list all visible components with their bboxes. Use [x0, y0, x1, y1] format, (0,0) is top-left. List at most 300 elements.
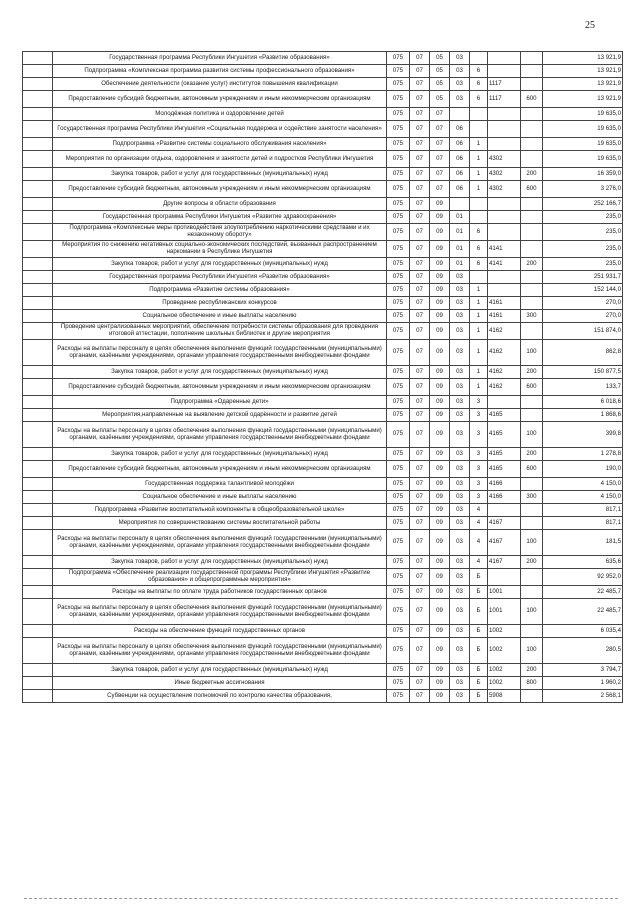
- row-target-article-cell: [488, 271, 521, 284]
- row-program-cell: 06: [450, 151, 470, 168]
- row-subprogram-cell: 4: [470, 504, 488, 517]
- row-expense-type-cell: [521, 478, 543, 491]
- table-row: [23, 310, 623, 323]
- row-subprogram-cell: 6: [470, 78, 488, 91]
- row-program-cell: 03: [450, 78, 470, 91]
- row-margin-cell: [23, 690, 53, 703]
- row-ved-cell: 075: [387, 664, 410, 677]
- row-margin-cell: [23, 638, 53, 664]
- row-subsection-cell: 07: [430, 108, 450, 121]
- row-section-cell: 07: [410, 422, 430, 448]
- row-program-cell: 03: [450, 65, 470, 78]
- row-program-cell: 03: [450, 448, 470, 461]
- row-amount-cell: 270,0: [543, 310, 623, 323]
- table-row: [23, 168, 623, 181]
- row-ved-cell: 075: [387, 366, 410, 379]
- row-program-cell: 03: [450, 409, 470, 422]
- row-amount-cell: 6 035,4: [543, 625, 623, 638]
- row-subprogram-cell: 6: [470, 224, 488, 241]
- row-program-cell: 03: [450, 422, 470, 448]
- row-amount-cell: 190,0: [543, 461, 623, 478]
- row-name-cell: Закупка товаров, работ и услуг для государственных (муниципальных) нужд: [53, 366, 387, 379]
- row-name-cell: Мероприятия по совершенствованию системы воспитательной работы: [53, 517, 387, 530]
- row-target-article-cell: [488, 121, 521, 138]
- row-amount-cell: 3 794,7: [543, 664, 623, 677]
- row-program-cell: 03: [450, 530, 470, 556]
- row-subprogram-cell: Б: [470, 586, 488, 599]
- table-row: [23, 461, 623, 478]
- row-target-article-cell: 4141: [488, 258, 521, 271]
- row-name-cell: Предоставление субсидий бюджетным, автономным учреждениям и иным некоммерческим организациям: [53, 181, 387, 198]
- row-expense-type-cell: [521, 504, 543, 517]
- row-program-cell: 01: [450, 224, 470, 241]
- row-target-article-cell: 4165: [488, 422, 521, 448]
- row-name-cell: Другие вопросы в области образования: [53, 198, 387, 211]
- row-target-article-cell: 4302: [488, 151, 521, 168]
- row-margin-cell: [23, 556, 53, 569]
- row-expense-type-cell: [521, 569, 543, 586]
- row-ved-cell: 075: [387, 422, 410, 448]
- row-target-article-cell: 4165: [488, 448, 521, 461]
- row-expense-type-cell: 200: [521, 448, 543, 461]
- row-name-cell: Государственная программа Республики Ингушетия «Развитие образования»: [53, 52, 387, 65]
- row-name-cell: Расходы на обеспечение функций государственных органов: [53, 625, 387, 638]
- row-program-cell: 03: [450, 556, 470, 569]
- row-program-cell: 03: [450, 340, 470, 366]
- row-name-cell: Государственная программа Республики Ингушетия «Развитие образования»: [53, 271, 387, 284]
- row-name-cell: Расходы на выплаты персоналу в целях обеспечения выполнения функций государственными (муниципальными) органами, казёнными учреждениями, органами управления государственными внебюджетными фондами: [53, 530, 387, 556]
- row-margin-cell: [23, 198, 53, 211]
- row-expense-type-cell: [521, 138, 543, 151]
- row-amount-cell: 2 568,1: [543, 690, 623, 703]
- row-amount-cell: 13 921,9: [543, 52, 623, 65]
- row-program-cell: 03: [450, 379, 470, 396]
- row-target-article-cell: [488, 52, 521, 65]
- row-subsection-cell: 07: [430, 151, 450, 168]
- row-target-article-cell: 1001: [488, 599, 521, 625]
- table-row: [23, 65, 623, 78]
- row-expense-type-cell: [521, 586, 543, 599]
- row-subsection-cell: 09: [430, 323, 450, 340]
- row-subprogram-cell: Б: [470, 664, 488, 677]
- row-target-article-cell: 4167: [488, 517, 521, 530]
- row-program-cell: 03: [450, 517, 470, 530]
- row-subsection-cell: 09: [430, 297, 450, 310]
- row-ved-cell: 075: [387, 491, 410, 504]
- table-row: [23, 151, 623, 168]
- row-section-cell: 07: [410, 586, 430, 599]
- row-program-cell: 03: [450, 271, 470, 284]
- row-amount-cell: 16 359,0: [543, 168, 623, 181]
- table-row: [23, 271, 623, 284]
- row-target-article-cell: [488, 211, 521, 224]
- row-expense-type-cell: 200: [521, 168, 543, 181]
- row-expense-type-cell: [521, 241, 543, 258]
- row-margin-cell: [23, 599, 53, 625]
- row-target-article-cell: 4162: [488, 379, 521, 396]
- row-section-cell: 07: [410, 78, 430, 91]
- row-program-cell: 03: [450, 569, 470, 586]
- row-amount-cell: 19 635,0: [543, 108, 623, 121]
- row-section-cell: 07: [410, 379, 430, 396]
- row-name-cell: Иные бюджетные ассигнования: [53, 677, 387, 690]
- row-margin-cell: [23, 297, 53, 310]
- row-program-cell: 03: [450, 323, 470, 340]
- row-section-cell: 07: [410, 625, 430, 638]
- row-subsection-cell: 09: [430, 677, 450, 690]
- table-row: [23, 108, 623, 121]
- row-amount-cell: 1 960,2: [543, 677, 623, 690]
- table-row: [23, 366, 623, 379]
- row-program-cell: 03: [450, 284, 470, 297]
- table-row: [23, 396, 623, 409]
- row-expense-type-cell: [521, 78, 543, 91]
- row-target-article-cell: 4141: [488, 241, 521, 258]
- table-row: [23, 586, 623, 599]
- row-section-cell: 07: [410, 138, 430, 151]
- row-subprogram-cell: 1: [470, 310, 488, 323]
- row-program-cell: 01: [450, 211, 470, 224]
- row-name-cell: Мероприятия,направленные на выявление детской одарённости и развитие детей: [53, 409, 387, 422]
- row-margin-cell: [23, 138, 53, 151]
- row-margin-cell: [23, 151, 53, 168]
- row-name-cell: Подпрограмма «Развитие системы социального обслуживания населения»: [53, 138, 387, 151]
- row-name-cell: Государственная программа Республики Ингушетия «Развитие здравоохранения»: [53, 211, 387, 224]
- row-section-cell: 07: [410, 151, 430, 168]
- row-margin-cell: [23, 491, 53, 504]
- table-row: [23, 625, 623, 638]
- row-section-cell: 07: [410, 491, 430, 504]
- row-subsection-cell: 09: [430, 599, 450, 625]
- row-name-cell: Государственная программа Республики Ингушетия «Социальная поддержка и содействие занятости населения»: [53, 121, 387, 138]
- row-subprogram-cell: 1: [470, 297, 488, 310]
- row-subsection-cell: 09: [430, 366, 450, 379]
- table-row: [23, 241, 623, 258]
- table-row: [23, 198, 623, 211]
- row-section-cell: 07: [410, 198, 430, 211]
- row-subsection-cell: 09: [430, 517, 450, 530]
- row-ved-cell: 075: [387, 138, 410, 151]
- row-amount-cell: 150 877,5: [543, 366, 623, 379]
- row-target-article-cell: [488, 198, 521, 211]
- row-expense-type-cell: [521, 690, 543, 703]
- row-margin-cell: [23, 168, 53, 181]
- row-subsection-cell: 05: [430, 91, 450, 108]
- row-subsection-cell: 09: [430, 198, 450, 211]
- row-target-article-cell: [488, 396, 521, 409]
- bottom-divider: [24, 898, 618, 899]
- row-amount-cell: 817,1: [543, 504, 623, 517]
- row-margin-cell: [23, 121, 53, 138]
- row-expense-type-cell: 100: [521, 599, 543, 625]
- row-amount-cell: 817,1: [543, 517, 623, 530]
- row-margin-cell: [23, 448, 53, 461]
- row-name-cell: Расходы на выплаты персоналу в целях обеспечения выполнения функций государственными (муниципальными) органами, казёнными учреждениями, органами управления государственными внебюджетными фондами: [53, 422, 387, 448]
- row-subprogram-cell: 3: [470, 396, 488, 409]
- row-amount-cell: 235,0: [543, 258, 623, 271]
- row-section-cell: 07: [410, 504, 430, 517]
- table-row: [23, 690, 623, 703]
- row-subprogram-cell: 1: [470, 366, 488, 379]
- row-ved-cell: 075: [387, 677, 410, 690]
- row-amount-cell: 399,8: [543, 422, 623, 448]
- row-expense-type-cell: 200: [521, 556, 543, 569]
- row-target-article-cell: 4302: [488, 181, 521, 198]
- table-row: [23, 677, 623, 690]
- row-ved-cell: 075: [387, 409, 410, 422]
- row-section-cell: 07: [410, 638, 430, 664]
- row-target-article-cell: 4166: [488, 491, 521, 504]
- row-amount-cell: 280,5: [543, 638, 623, 664]
- row-amount-cell: 181,5: [543, 530, 623, 556]
- row-program-cell: 03: [450, 366, 470, 379]
- row-name-cell: Субвенции на осуществление полномочий по контролю качества образования,: [53, 690, 387, 703]
- row-subsection-cell: 09: [430, 284, 450, 297]
- row-subsection-cell: 09: [430, 224, 450, 241]
- row-target-article-cell: 5908: [488, 690, 521, 703]
- row-target-article-cell: [488, 569, 521, 586]
- row-ved-cell: 075: [387, 198, 410, 211]
- row-target-article-cell: 4162: [488, 366, 521, 379]
- row-target-article-cell: 1001: [488, 586, 521, 599]
- row-subsection-cell: 09: [430, 664, 450, 677]
- row-name-cell: Расходы на выплаты персоналу в целях обеспечения выполнения функций государственными (муниципальными) органами, казёнными учреждениями, органами управления государственными внебюджетными фондами: [53, 638, 387, 664]
- row-name-cell: Подпрограмма «Развитие воспитательной компоненты в общеобразовательной школе»: [53, 504, 387, 517]
- row-subsection-cell: 05: [430, 78, 450, 91]
- row-amount-cell: 862,8: [543, 340, 623, 366]
- row-amount-cell: 152 144,0: [543, 284, 623, 297]
- row-ved-cell: 075: [387, 284, 410, 297]
- row-subprogram-cell: 1: [470, 379, 488, 396]
- table-row: [23, 224, 623, 241]
- row-program-cell: 03: [450, 599, 470, 625]
- row-subprogram-cell: 3: [470, 478, 488, 491]
- table-row: [23, 91, 623, 108]
- table-row: [23, 52, 623, 65]
- row-expense-type-cell: [521, 409, 543, 422]
- row-name-cell: Расходы на выплаты по оплате труда работников государственных органов: [53, 586, 387, 599]
- row-ved-cell: 075: [387, 504, 410, 517]
- row-amount-cell: 251 931,7: [543, 271, 623, 284]
- row-margin-cell: [23, 396, 53, 409]
- row-target-article-cell: 4166: [488, 478, 521, 491]
- row-section-cell: 07: [410, 284, 430, 297]
- row-target-article-cell: [488, 504, 521, 517]
- row-expense-type-cell: [521, 323, 543, 340]
- row-expense-type-cell: 100: [521, 422, 543, 448]
- row-section-cell: 07: [410, 91, 430, 108]
- row-subsection-cell: 09: [430, 556, 450, 569]
- row-target-article-cell: 4162: [488, 340, 521, 366]
- row-ved-cell: 075: [387, 108, 410, 121]
- row-ved-cell: 075: [387, 297, 410, 310]
- row-section-cell: 07: [410, 271, 430, 284]
- row-subprogram-cell: 1: [470, 138, 488, 151]
- row-program-cell: 03: [450, 586, 470, 599]
- row-subsection-cell: 09: [430, 211, 450, 224]
- row-ved-cell: 075: [387, 241, 410, 258]
- row-amount-cell: 19 635,0: [543, 138, 623, 151]
- row-target-article-cell: 4161: [488, 297, 521, 310]
- row-subprogram-cell: 3: [470, 409, 488, 422]
- row-section-cell: 07: [410, 409, 430, 422]
- row-ved-cell: 075: [387, 379, 410, 396]
- row-expense-type-cell: [521, 121, 543, 138]
- row-margin-cell: [23, 181, 53, 198]
- row-amount-cell: 151 874,0: [543, 323, 623, 340]
- row-ved-cell: 075: [387, 151, 410, 168]
- row-subprogram-cell: 6: [470, 241, 488, 258]
- row-margin-cell: [23, 677, 53, 690]
- row-ved-cell: 075: [387, 586, 410, 599]
- table-row: [23, 409, 623, 422]
- row-subprogram-cell: Б: [470, 569, 488, 586]
- table-row: [23, 138, 623, 151]
- row-margin-cell: [23, 569, 53, 586]
- table-row: [23, 297, 623, 310]
- table-row: [23, 517, 623, 530]
- row-amount-cell: 92 952,0: [543, 569, 623, 586]
- row-margin-cell: [23, 461, 53, 478]
- row-ved-cell: 075: [387, 258, 410, 271]
- row-expense-type-cell: [521, 151, 543, 168]
- row-subprogram-cell: [470, 198, 488, 211]
- row-subsection-cell: 09: [430, 638, 450, 664]
- row-section-cell: 07: [410, 517, 430, 530]
- row-ved-cell: 075: [387, 78, 410, 91]
- row-ved-cell: 075: [387, 310, 410, 323]
- row-margin-cell: [23, 517, 53, 530]
- row-subprogram-cell: Б: [470, 638, 488, 664]
- row-target-article-cell: 4167: [488, 556, 521, 569]
- row-name-cell: Закупка товаров, работ и услуг для государственных (муниципальных) нужд: [53, 258, 387, 271]
- row-subprogram-cell: Б: [470, 625, 488, 638]
- row-expense-type-cell: [521, 108, 543, 121]
- row-ved-cell: 075: [387, 396, 410, 409]
- row-margin-cell: [23, 78, 53, 91]
- row-name-cell: Подпрограмма «Развитие системы образования»: [53, 284, 387, 297]
- row-program-cell: 03: [450, 625, 470, 638]
- row-ved-cell: 075: [387, 638, 410, 664]
- row-subsection-cell: 09: [430, 396, 450, 409]
- row-ved-cell: 075: [387, 211, 410, 224]
- row-target-article-cell: 4302: [488, 168, 521, 181]
- row-target-article-cell: [488, 65, 521, 78]
- row-section-cell: 07: [410, 461, 430, 478]
- table-row: [23, 121, 623, 138]
- row-program-cell: 03: [450, 504, 470, 517]
- row-subsection-cell: 09: [430, 690, 450, 703]
- row-program-cell: 03: [450, 297, 470, 310]
- row-program-cell: 01: [450, 258, 470, 271]
- row-expense-type-cell: [521, 517, 543, 530]
- row-subprogram-cell: 1: [470, 323, 488, 340]
- row-margin-cell: [23, 530, 53, 556]
- row-target-article-cell: 1002: [488, 638, 521, 664]
- row-ved-cell: 075: [387, 556, 410, 569]
- row-expense-type-cell: 600: [521, 379, 543, 396]
- row-amount-cell: 3 276,0: [543, 181, 623, 198]
- row-subprogram-cell: 6: [470, 65, 488, 78]
- row-amount-cell: 235,0: [543, 241, 623, 258]
- row-target-article-cell: 1002: [488, 677, 521, 690]
- row-program-cell: [450, 108, 470, 121]
- row-section-cell: 07: [410, 556, 430, 569]
- row-name-cell: Закупка товаров, работ и услуг для государственных (муниципальных) нужд: [53, 664, 387, 677]
- row-subsection-cell: 09: [430, 241, 450, 258]
- row-amount-cell: 4 150,0: [543, 478, 623, 491]
- row-expense-type-cell: [521, 52, 543, 65]
- row-subprogram-cell: Б: [470, 599, 488, 625]
- row-section-cell: 07: [410, 168, 430, 181]
- row-target-article-cell: 4165: [488, 409, 521, 422]
- table-row: [23, 422, 623, 448]
- row-section-cell: 07: [410, 181, 430, 198]
- row-subprogram-cell: 6: [470, 91, 488, 108]
- row-name-cell: Мероприятия по снижению негативных социально-экономических последствий, вызванных распространением наркомании в Республике Ингушетия: [53, 241, 387, 258]
- row-section-cell: 07: [410, 599, 430, 625]
- row-amount-cell: 1 278,8: [543, 448, 623, 461]
- row-subprogram-cell: [470, 211, 488, 224]
- row-ved-cell: 075: [387, 340, 410, 366]
- row-margin-cell: [23, 65, 53, 78]
- row-ved-cell: 075: [387, 224, 410, 241]
- row-ved-cell: 075: [387, 461, 410, 478]
- row-subprogram-cell: 1: [470, 340, 488, 366]
- row-subprogram-cell: Б: [470, 677, 488, 690]
- table-row: [23, 323, 623, 340]
- table-row: [23, 448, 623, 461]
- row-amount-cell: 13 921,9: [543, 78, 623, 91]
- row-expense-type-cell: [521, 396, 543, 409]
- row-section-cell: 07: [410, 677, 430, 690]
- row-name-cell: Проведение республиканских конкурсов: [53, 297, 387, 310]
- row-ved-cell: 075: [387, 569, 410, 586]
- row-section-cell: 07: [410, 297, 430, 310]
- row-margin-cell: [23, 422, 53, 448]
- row-target-article-cell: 1117: [488, 91, 521, 108]
- row-subsection-cell: 09: [430, 491, 450, 504]
- row-subsection-cell: 09: [430, 569, 450, 586]
- row-program-cell: 03: [450, 461, 470, 478]
- row-target-article-cell: 4161: [488, 310, 521, 323]
- table-row: [23, 664, 623, 677]
- row-amount-cell: 133,7: [543, 379, 623, 396]
- row-margin-cell: [23, 586, 53, 599]
- row-subsection-cell: 09: [430, 379, 450, 396]
- row-subsection-cell: 07: [430, 121, 450, 138]
- row-target-article-cell: 1002: [488, 625, 521, 638]
- row-expense-type-cell: 200: [521, 258, 543, 271]
- row-expense-type-cell: 100: [521, 530, 543, 556]
- row-program-cell: 03: [450, 638, 470, 664]
- row-margin-cell: [23, 340, 53, 366]
- table-row: [23, 569, 623, 586]
- row-ved-cell: 075: [387, 91, 410, 108]
- row-section-cell: 07: [410, 52, 430, 65]
- row-subsection-cell: 09: [430, 258, 450, 271]
- row-program-cell: 03: [450, 690, 470, 703]
- row-section-cell: 07: [410, 310, 430, 323]
- row-name-cell: Закупка товаров, работ и услуг для государственных (муниципальных) нужд: [53, 556, 387, 569]
- row-expense-type-cell: [521, 211, 543, 224]
- row-subprogram-cell: [470, 271, 488, 284]
- row-name-cell: Мероприятия по организации отдыха, оздоровления и занятости детей и подростков Республики Ингушетия: [53, 151, 387, 168]
- row-amount-cell: 270,0: [543, 297, 623, 310]
- row-program-cell: 06: [450, 138, 470, 151]
- row-program-cell: 03: [450, 310, 470, 323]
- row-margin-cell: [23, 379, 53, 396]
